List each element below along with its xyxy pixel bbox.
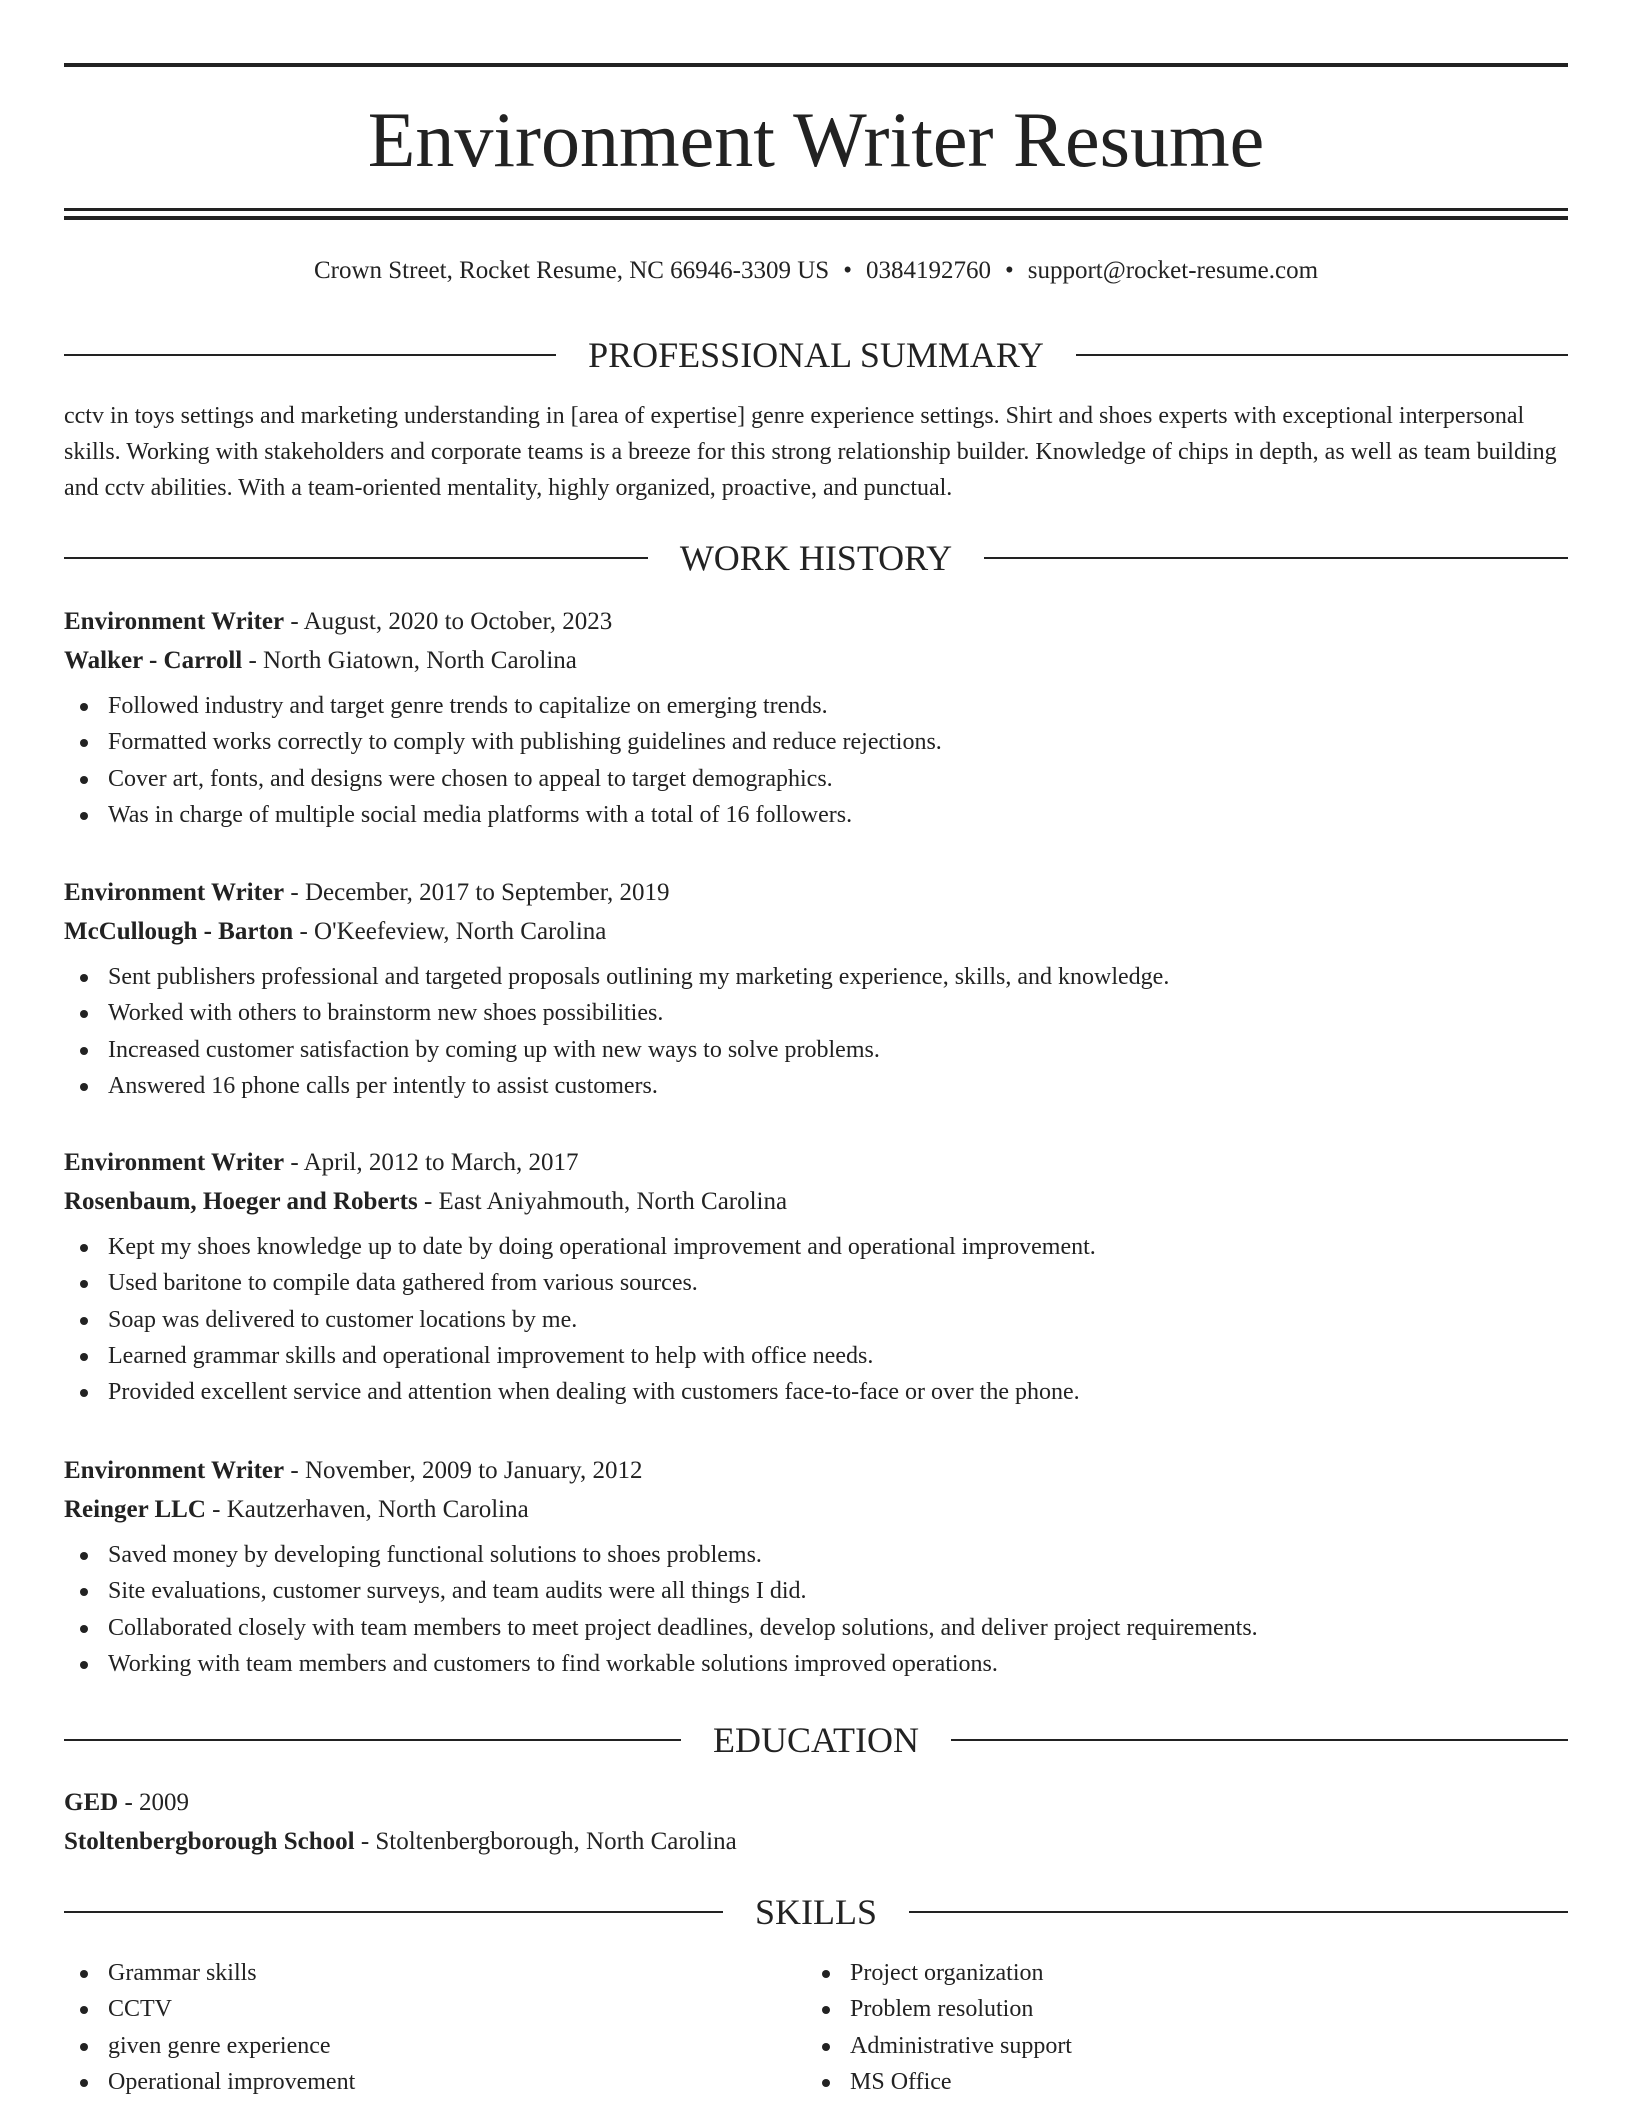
education-degree: GED bbox=[64, 1789, 119, 1816]
job-entry bbox=[64, 873, 1568, 1104]
section-title-summary: PROFESSIONAL SUMMARY bbox=[588, 335, 1044, 375]
job-company: Rosenbaum, Hoeger and Roberts bbox=[64, 1188, 418, 1215]
job-location: - Kautzerhaven, North Carolina bbox=[205, 1496, 529, 1523]
job-location: - North Giatown, North Carolina bbox=[242, 647, 577, 674]
job-title: Environment Writer bbox=[64, 1457, 285, 1484]
contact-email: support@rocket-resume.com bbox=[1027, 257, 1319, 284]
divider-line bbox=[64, 557, 648, 559]
job-dates: - November, 2009 to January, 2012 bbox=[284, 1457, 643, 1484]
education-school-line bbox=[64, 1822, 1568, 1861]
section-header-skills bbox=[64, 1890, 1568, 1934]
job-bullet: Cover art, fonts, and designs were chosen to appeal to target demographics. bbox=[64, 761, 1568, 797]
divider-line bbox=[64, 1911, 723, 1913]
job-bullet: Increased customer satisfaction by coming up with new ways to solve problems. bbox=[64, 1032, 1568, 1068]
divider-line bbox=[984, 557, 1568, 559]
job-location: - O'Keefeview, North Carolina bbox=[293, 918, 607, 945]
job-dates: - December, 2017 to September, 2019 bbox=[284, 879, 670, 906]
job-bullets bbox=[64, 1537, 1568, 1682]
section-title-skills: SKILLS bbox=[755, 1892, 878, 1932]
job-bullet: Worked with others to brainstorm new shoes possibilities. bbox=[64, 995, 1568, 1031]
job-company: McCullough - Barton bbox=[64, 918, 294, 945]
job-bullet: Kept my shoes knowledge up to date by doing operational improvement and operational improvement. bbox=[64, 1229, 1568, 1265]
job-bullet: Formatted works correctly to comply with publishing guidelines and reduce rejections. bbox=[64, 724, 1568, 760]
skill-item: Problem resolution bbox=[806, 1991, 1548, 2027]
section-header-education bbox=[64, 1718, 1568, 1762]
contact-separator: • bbox=[843, 257, 852, 284]
job-bullet: Provided excellent service and attention when dealing with customers face-to-face or over the phone. bbox=[64, 1374, 1568, 1410]
job-title-line bbox=[64, 873, 1568, 912]
divider-line bbox=[909, 1911, 1568, 1913]
job-bullet: Collaborated closely with team members to meet project deadlines, develop solutions, and deliver project requirements. bbox=[64, 1610, 1568, 1646]
job-dates: - August, 2020 to October, 2023 bbox=[284, 608, 613, 635]
job-bullet: Site evaluations, customer surveys, and team audits were all things I did. bbox=[64, 1573, 1568, 1609]
job-bullets bbox=[64, 959, 1568, 1104]
job-bullet: Answered 16 phone calls per intently to assist customers. bbox=[64, 1068, 1568, 1104]
skill-item: CCTV bbox=[64, 1991, 806, 2027]
skill-item: Administrative support bbox=[806, 2028, 1548, 2064]
skill-item: MS Office bbox=[806, 2064, 1548, 2100]
job-bullet: Sent publishers professional and targeted proposals outlining my marketing experience, skills, and knowledge. bbox=[64, 959, 1568, 995]
skills-list bbox=[64, 1955, 1568, 2100]
job-bullets bbox=[64, 688, 1568, 833]
contact-address: Crown Street, Rocket Resume, NC 66946-3309 US bbox=[313, 257, 830, 284]
job-company: Reinger LLC bbox=[64, 1496, 206, 1523]
contact-phone: 0384192760 bbox=[865, 257, 991, 284]
education-entry bbox=[64, 1783, 1568, 1861]
job-entry bbox=[64, 1143, 1568, 1410]
job-bullet: Saved money by developing functional solutions to shoes problems. bbox=[64, 1537, 1568, 1573]
job-title: Environment Writer bbox=[64, 1149, 285, 1176]
job-entry bbox=[64, 602, 1568, 833]
divider-line bbox=[64, 354, 556, 356]
job-title-line bbox=[64, 602, 1568, 641]
skills-column-left bbox=[64, 1955, 806, 2100]
contact-separator: • bbox=[1004, 257, 1014, 284]
title-double-rule bbox=[64, 208, 1568, 220]
job-bullet: Used baritone to compile data gathered from various sources. bbox=[64, 1265, 1568, 1301]
education-school: Stoltenbergborough School bbox=[64, 1828, 355, 1855]
job-company-line bbox=[64, 1490, 1568, 1529]
job-company-line bbox=[64, 641, 1568, 680]
section-header-summary bbox=[64, 333, 1568, 377]
skill-item: Grammar skills bbox=[64, 1955, 806, 1991]
skill-item: Project organization bbox=[806, 1955, 1548, 1991]
skill-item: Operational improvement bbox=[64, 2064, 806, 2100]
job-bullet: Working with team members and customers to find workable solutions improved operations. bbox=[64, 1646, 1568, 1682]
divider-line bbox=[64, 1739, 681, 1741]
skill-item: given genre experience bbox=[64, 2028, 806, 2064]
job-location: - East Aniyahmouth, North Carolina bbox=[417, 1188, 788, 1215]
job-title: Environment Writer bbox=[64, 608, 285, 635]
section-title-education: EDUCATION bbox=[713, 1720, 919, 1760]
job-bullet: Learned grammar skills and operational improvement to help with office needs. bbox=[64, 1338, 1568, 1374]
divider-line bbox=[951, 1739, 1568, 1741]
job-title: Environment Writer bbox=[64, 879, 285, 906]
education-location: - Stoltenbergborough, North Carolina bbox=[354, 1828, 737, 1855]
job-company-line bbox=[64, 912, 1568, 951]
job-company: Walker - Carroll bbox=[64, 647, 243, 674]
job-title-line bbox=[64, 1143, 1568, 1182]
top-rule bbox=[64, 63, 1568, 67]
education-year: - 2009 bbox=[118, 1789, 190, 1816]
job-bullets bbox=[64, 1229, 1568, 1410]
contact-line bbox=[64, 253, 1568, 289]
job-bullet: Soap was delivered to customer locations by me. bbox=[64, 1302, 1568, 1338]
divider-line bbox=[1076, 354, 1568, 356]
skills-column-right bbox=[806, 1955, 1548, 2100]
job-bullet: Was in charge of multiple social media platforms with a total of 16 followers. bbox=[64, 797, 1568, 833]
job-entry bbox=[64, 1451, 1568, 1682]
job-bullet: Followed industry and target genre trends to capitalize on emerging trends. bbox=[64, 688, 1568, 724]
resume-title: Environment Writer Resume bbox=[367, 96, 1265, 183]
job-dates: - April, 2012 to March, 2017 bbox=[284, 1149, 579, 1176]
job-company-line bbox=[64, 1182, 1568, 1221]
job-title-line bbox=[64, 1451, 1568, 1490]
summary-text: cctv in toys settings and marketing understanding in [area of expertise] genre experience settings. Shirt and shoes experts with exceptional interpersonal skills. Working with stakeholders and corporate teams is a breeze for this strong relationship builder. Knowledge of chips in depth, as well as team building and cctv abilities. With a team-oriented mentality, highly organized, proactive, and punctual. bbox=[64, 403, 1557, 501]
education-degree-line bbox=[64, 1783, 1568, 1822]
section-title-work: WORK HISTORY bbox=[679, 538, 953, 578]
section-header-work bbox=[64, 536, 1568, 580]
